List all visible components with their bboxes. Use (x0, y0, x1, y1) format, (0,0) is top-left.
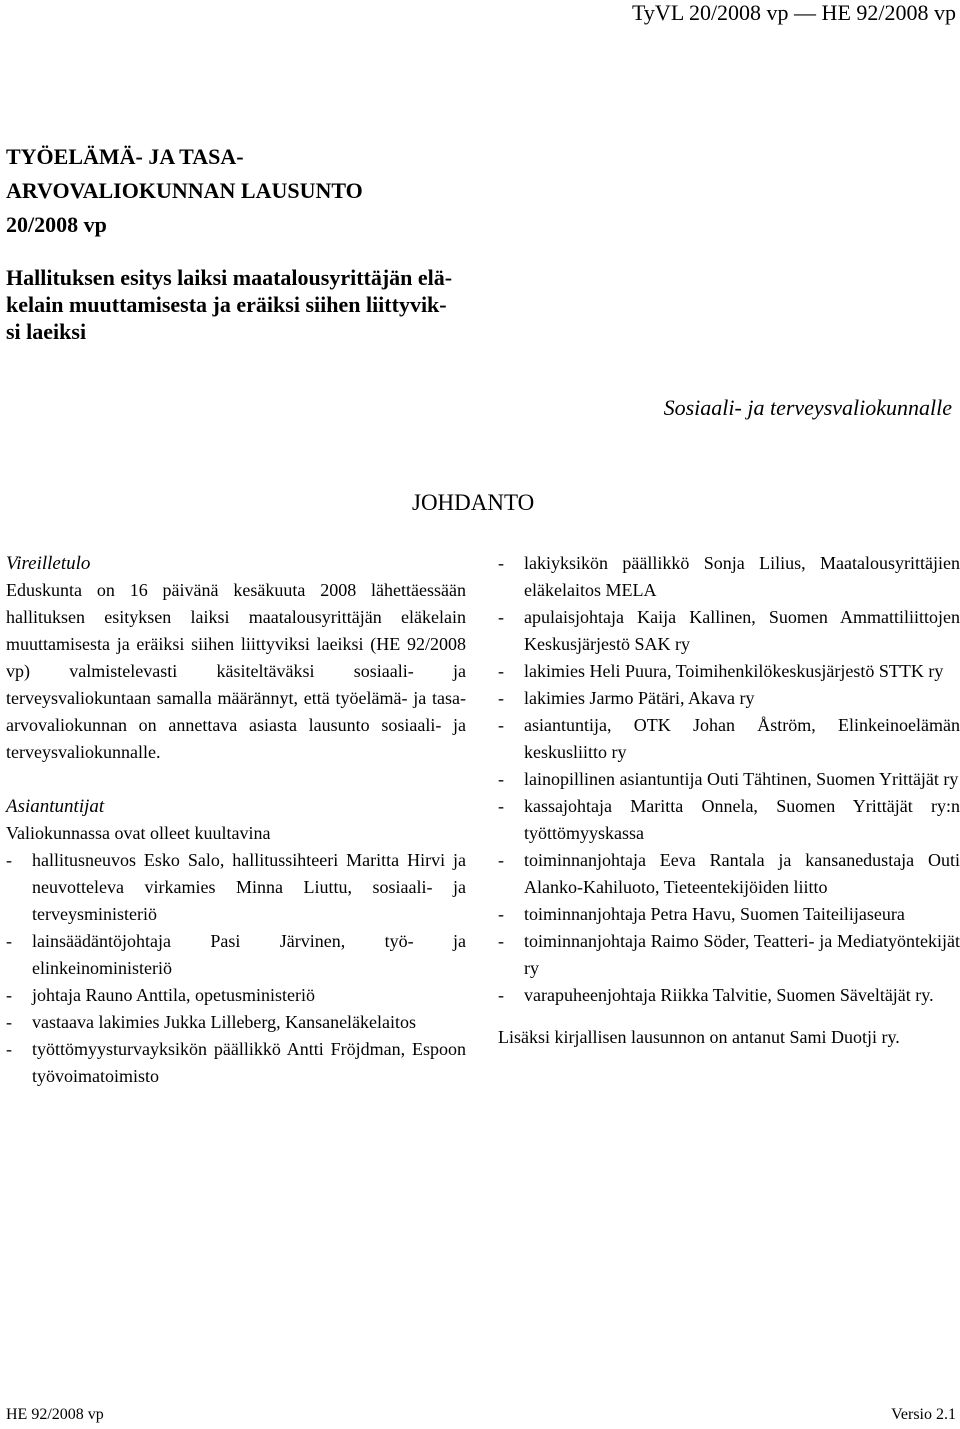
expert-text: asiantuntija, OTK Johan Åström, Elinkeinoelämän keskusliitto ry (524, 715, 960, 762)
title-line: 20/2008 vp (6, 212, 107, 237)
dash-bullet: - (498, 553, 504, 573)
expert-text: varapuheenjohtaja Riikka Talvitie, Suomen Säveltäjät ry. (524, 985, 934, 1005)
bill-title-line: si laeiksi (6, 319, 87, 344)
expert-list-item (498, 766, 960, 793)
expert-text: lainopillinen asiantuntija Outi Tähtinen, Suomen Yrittäjät ry (524, 769, 959, 789)
expert-text: työttömyysturvayksikön päällikkö Antti Fröjdman, Espoon työvoimatoimisto (32, 1039, 466, 1086)
section-heading: JOHDANTO (412, 490, 535, 515)
expert-text: lakimies Heli Puura, Toimihenkilökeskusjärjestö STTK ry (524, 661, 944, 681)
expert-text: lakimies Jarmo Pätäri, Akava ry (524, 688, 755, 708)
expert-list-item (498, 901, 960, 928)
expert-list-item (6, 982, 466, 1009)
expert-list-item (498, 550, 960, 604)
expert-text: apulaisjohtaja Kaija Kallinen, Suomen Ammattiliittojen Keskusjärjestö SAK ry (524, 607, 960, 654)
expert-list-item (6, 1036, 466, 1090)
right-column (498, 550, 960, 1051)
title-line: ARVOVALIOKUNNAN LAUSUNTO (6, 178, 363, 203)
document-title (6, 140, 363, 242)
dash-bullet: - (498, 607, 504, 627)
dash-bullet: - (498, 904, 504, 924)
expert-list-item (498, 604, 960, 658)
vireilletulo-heading: Vireilletulo (6, 553, 91, 574)
expert-list-item (498, 982, 960, 1009)
bill-title-line: kelain muuttamisesta ja eräiksi siihen liittyvik- (6, 292, 447, 317)
bill-title-line: Hallituksen esitys laiksi maatalousyrittäjän elä- (6, 265, 453, 290)
dash-bullet: - (498, 688, 504, 708)
expert-list-right (498, 550, 960, 1009)
expert-list-item (6, 928, 466, 982)
dash-bullet: - (6, 1012, 12, 1032)
bill-title (6, 264, 551, 345)
title-line: TYÖELÄMÄ- JA TASA- (6, 144, 244, 169)
vireilletulo-text: Eduskunta on 16 päivänä kesäkuuta 2008 lähettäessään hallituksen esityksen laiksi maatalousyrittäjän eläkelain muuttamisesta ja eräiksi siihen liittyviksi laeiksi (HE 92/2008 vp) valmistelevasti käsiteltäväksi sosiaali- ja terveysvaliokuntaan samalla määrännyt, että työelämä- ja tasa-arvovaliokunnan on annettava asiasta lausunto sosiaali- ja terveysvaliokunnalle. (6, 580, 466, 762)
asiantuntijat-intro: Valiokunnassa ovat olleet kuultavina (6, 823, 271, 843)
expert-text: lakiyksikön päällikkö Sonja Lilius, Maatalousyrittäjien eläkelaitos MELA (524, 553, 960, 600)
expert-list-item (498, 658, 960, 685)
dash-bullet: - (6, 850, 12, 870)
asiantuntijat-heading: Asiantuntijat (6, 796, 105, 817)
dash-bullet: - (498, 715, 504, 735)
dash-bullet: - (498, 769, 504, 789)
footer-version: Versio 2.1 (891, 1406, 956, 1423)
dash-bullet: - (6, 1039, 12, 1059)
running-header: TyVL 20/2008 vp — HE 92/2008 vp (632, 0, 956, 25)
dash-bullet: - (6, 931, 12, 951)
expert-list-item (6, 1009, 466, 1036)
written-statement-note: Lisäksi kirjallisen lausunnon on antanut Sami Duotji ry. (498, 1027, 900, 1047)
dash-bullet: - (498, 931, 504, 951)
dash-bullet: - (498, 985, 504, 1005)
expert-text: kassajohtaja Maritta Onnela, Suomen Yrittäjät ry:n työttömyyskassa (524, 796, 960, 843)
expert-text: johtaja Rauno Anttila, opetusministeriö (32, 985, 315, 1005)
expert-list-item (498, 928, 960, 982)
expert-text: lainsäädäntöjohtaja Pasi Järvinen, työ- ja elinkeinoministeriö (32, 931, 466, 978)
dash-bullet: - (498, 661, 504, 681)
expert-list-item (6, 847, 466, 928)
expert-text: toiminnanjohtaja Raimo Söder, Teatteri- ja Mediatyöntekijät ry (524, 931, 960, 978)
expert-list-item (498, 847, 960, 901)
expert-list-item (498, 793, 960, 847)
expert-list-left (6, 847, 466, 1090)
expert-list-item (498, 685, 960, 712)
dash-bullet: - (498, 796, 504, 816)
expert-list-item (498, 712, 960, 766)
recipient-committee: Sosiaali- ja terveysvaliokunnalle (663, 395, 952, 420)
dash-bullet: - (498, 850, 504, 870)
footer-document-id: HE 92/2008 vp (6, 1406, 104, 1423)
expert-text: toiminnanjohtaja Petra Havu, Suomen Taiteilijaseura (524, 904, 905, 924)
expert-text: toiminnanjohtaja Eeva Rantala ja kansanedustaja Outi Alanko-Kahiluoto, Tieteentekijöiden liitto (524, 850, 960, 897)
expert-text: vastaava lakimies Jukka Lilleberg, Kansaneläkelaitos (32, 1012, 417, 1032)
dash-bullet: - (6, 985, 12, 1005)
left-column (6, 550, 466, 1090)
expert-text: hallitusneuvos Esko Salo, hallitussihteeri Maritta Hirvi ja neuvotteleva virkamies Minna Liuttu, sosiaali- ja terveysministeriö (32, 850, 466, 924)
